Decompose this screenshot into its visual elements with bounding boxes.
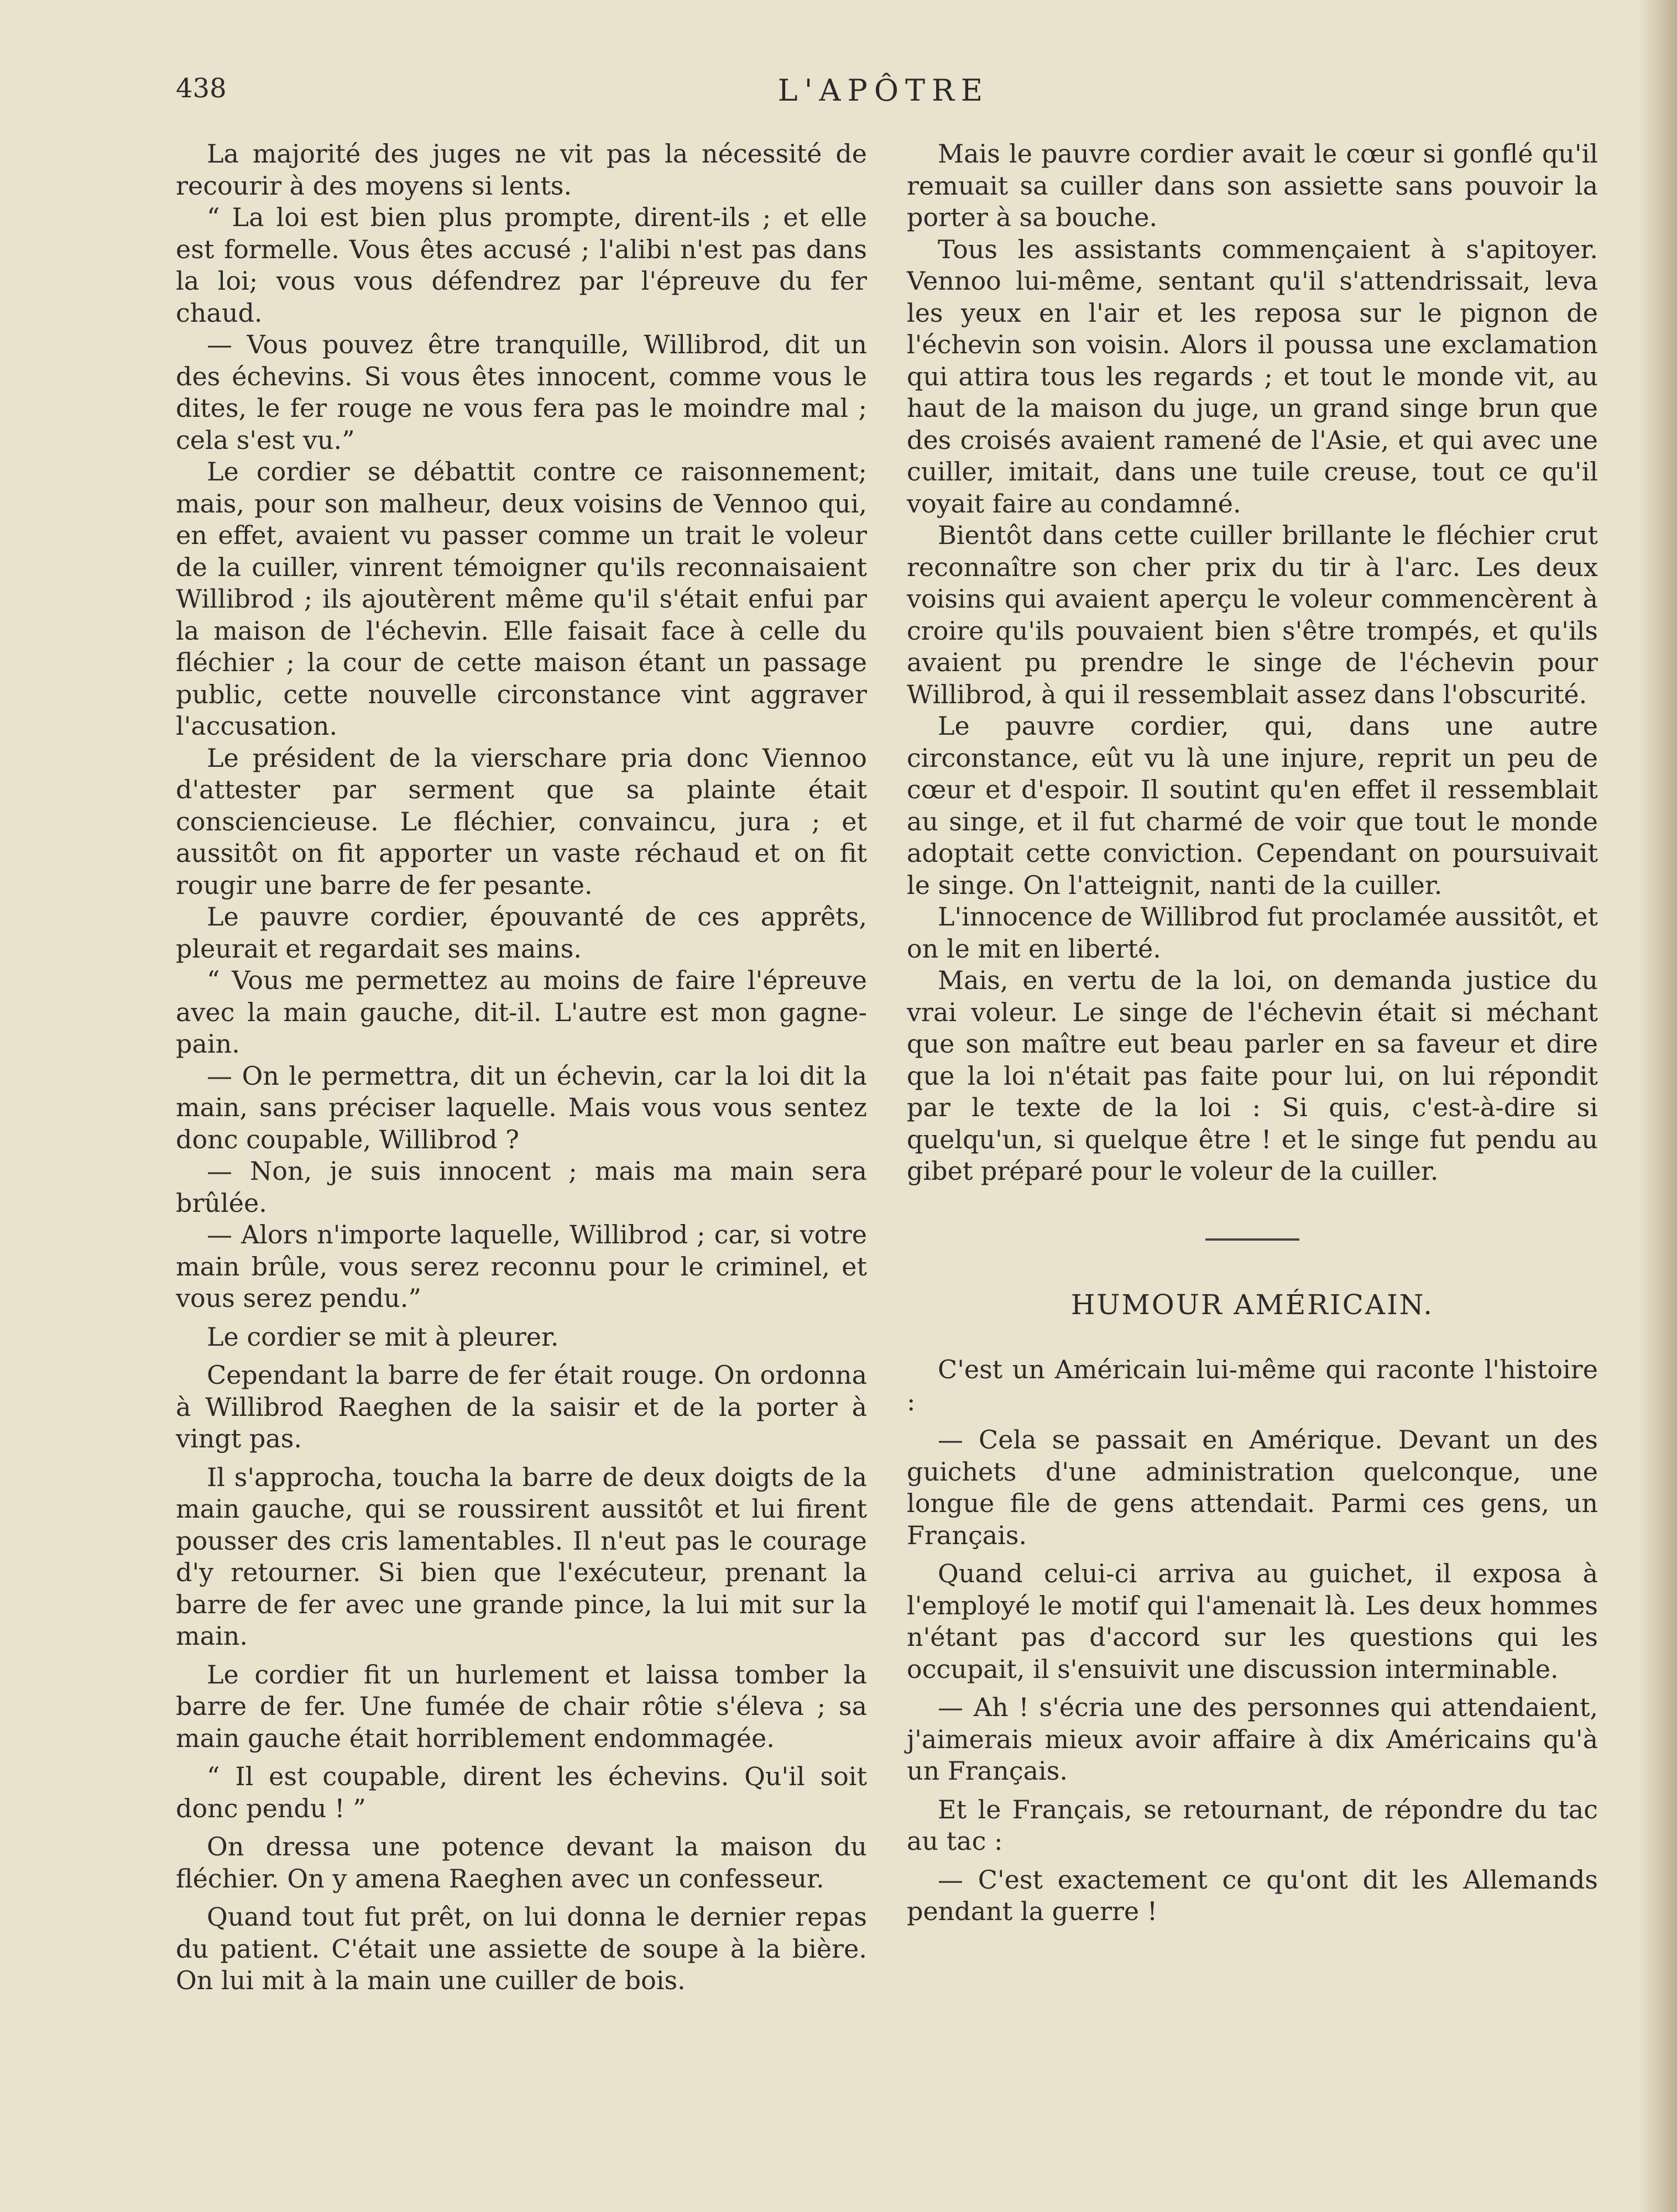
paragraph: — Ah ! s'écria une des personnes qui attendaient, j'aimerais mieux avoir affaire à dix Américains qu'à un Français. bbox=[907, 1692, 1598, 1786]
paragraph: Quand tout fut prêt, on lui donna le dernier repas du patient. C'était une assiette de soupe à la bière. On lui mit à la main une cuiller de bois. bbox=[176, 1902, 867, 1995]
paragraph: La majorité des juges ne vit pas la nécessité de recourir à des moyens si lents. bbox=[176, 139, 867, 201]
paragraph: Le pauvre cordier, qui, dans une autre circonstance, eût vu là une injure, reprit un peu de cœur et d'espoir. Il soutint qu'en effet il ressemblait au singe, et il fut charmé de voir que tout le monde adoptait cette conviction. Cependant on poursuivait le singe. On l'atteignit, nanti de la cuiller. bbox=[907, 711, 1598, 900]
paragraph: “ Il est coupable, dirent les échevins. Qu'il soit donc pendu ! ” bbox=[176, 1761, 867, 1823]
paragraph: “ La loi est bien plus prompte, dirent-ils ; et elle est formelle. Vous êtes accusé ; l'alibi n'est pas dans la loi; vous vous défendrez par l'épreuve du fer chaud. bbox=[176, 202, 867, 328]
paragraph: Et le Français, se retournant, de répondre du tac au tac : bbox=[907, 1794, 1598, 1856]
paragraph: Tous les assistants commençaient à s'apitoyer. Vennoo lui-même, sentant qu'il s'attendrissait, leva les yeux en l'air et les reposa sur le pignon de l'échevin son voisin. Alors il poussa une exclamation qui attira tous les regards ; et tout le monde vit, au haut de la maison du juge, un grand singe brun que des croisés avaient ramené de l'Asie, et qui avec une cuiller, imitait, dans une tuile creuse, tout ce qu'il voyait faire au condamné. bbox=[907, 234, 1598, 519]
paragraph: Cependant la barre de fer était rouge. On ordonna à Willibrod Raeghen de la saisir et de la porter à vingt pas. bbox=[176, 1360, 867, 1453]
paragraph: C'est un Américain lui-même qui raconte l'histoire : bbox=[907, 1355, 1598, 1416]
right-column bbox=[907, 138, 1598, 1928]
paragraph: Mais, en vertu de la loi, on demanda justice du vrai voleur. Le singe de l'échevin était si méchant que son maître eut beau parler en sa faveur et dire que la loi n'était pas faite pour lui, on lui répondit par le texte de la loi : Si quis, c'est-à-dire si quelqu'un, si quelque être ! et le singe fut pendu au gibet préparé pour le voleur de la cuiller. bbox=[907, 965, 1598, 1186]
section-title: HUMOUR AMÉRICAIN. bbox=[1070, 1288, 1434, 1321]
running-title: L'APÔTRE bbox=[777, 73, 990, 108]
paragraph: L'innocence de Willibrod fut proclamée aussitôt, et on le mit en liberté. bbox=[907, 902, 1598, 964]
section-divider bbox=[1205, 1238, 1299, 1241]
paragraph: Le président de la vierschare pria donc Viennoo d'attester par serment que sa plainte était consciencieuse. Le fléchier, convaincu, jura ; et aussitôt on fit apporter un vaste réchaud et on fit rougir une barre de fer pesante. bbox=[176, 742, 867, 900]
paragraph: Il s'approcha, toucha la barre de deux doigts de la main gauche, qui se roussirent aussitôt et lui firent pousser des cris lamentables. Il n'eut pas le courage d'y retourner. Si bien que l'exécuteur, prenant la barre de fer avec une grande pince, la lui mit sur la main. bbox=[176, 1462, 867, 1651]
paragraph: — C'est exactement ce qu'ont dit les Allemands pendant la guerre ! bbox=[907, 1864, 1598, 1926]
paragraph: — Cela se passait en Amérique. Devant un des guichets d'une administration quelconque, une longue file de gens attendait. Parmi ces gens, un Français. bbox=[907, 1425, 1598, 1550]
left-column bbox=[176, 138, 867, 1997]
paragraph: Le cordier se débattit contre ce raisonnement; mais, pour son malheur, deux voisins de Vennoo qui, en effet, avaient vu passer comme un trait le voleur de la cuiller, vinrent témoigner qu'ils reconnaisaient Willibrod ; ils ajoutèrent même qu'il s'était enfui par la maison de l'échevin. Elle faisait face à celle du fléchier ; la cour de cette maison étant un passage public, cette nouvelle circonstance vint aggraver l'accusation. bbox=[176, 457, 867, 741]
paragraph: Quand celui-ci arriva au guichet, il exposa à l'employé le motif qui l'amenait là. Les deux hommes n'étant pas d'accord sur les questions qui les occupait, il s'ensuivit une discussion interminable. bbox=[907, 1559, 1598, 1684]
page-header bbox=[176, 73, 1591, 117]
paragraph: — Alors n'importe laquelle, Willibrod ; car, si votre main brûle, vous serez reconnu pour le criminel, et vous serez pendu.” bbox=[176, 1220, 867, 1313]
paragraph: — Non, je suis innocent ; mais ma main sera brûlée. bbox=[176, 1156, 867, 1218]
paragraph: Le cordier se mit à pleurer. bbox=[207, 1321, 559, 1352]
paragraph: “ Vous me permettez au moins de faire l'épreuve avec la main gauche, dit-il. L'autre est mon gagne-pain. bbox=[176, 965, 867, 1059]
page-edge-shadow bbox=[1638, 0, 1677, 2212]
paragraph: Mais le pauvre cordier avait le cœur si gonflé qu'il remuait sa cuiller dans son assiette sans pouvoir la porter à sa bouche. bbox=[907, 139, 1598, 232]
paragraph: Bientôt dans cette cuiller brillante le fléchier crut reconnaître son cher prix du tir à l'arc. Les deux voisins qui avaient aperçu le voleur commencèrent à croire qu'ils pouvaient bien s'être trompés, et qu'ils avaient pu prendre le singe de l'échevin pour Willibrod, à qui il ressemblait assez dans l'obscurité. bbox=[907, 520, 1598, 709]
paragraph: On dressa une potence devant la maison du fléchier. On y amena Raeghen avec un confesseur. bbox=[176, 1832, 867, 1894]
paragraph: — On le permettra, dit un échevin, car la loi dit la main, sans préciser laquelle. Mais vous vous sentez donc coupable, Willibrod ? bbox=[176, 1060, 867, 1154]
paragraph: Le pauvre cordier, épouvanté de ces apprêts, pleurait et regardait ses mains. bbox=[176, 902, 867, 964]
paragraph: — Vous pouvez être tranquille, Willibrod, dit un des échevins. Si vous êtes innocent, comme vous le dites, le fer rouge ne vous fera pas le moindre mal ; cela s'est vu.” bbox=[176, 330, 867, 455]
paragraph: Le cordier fit un hurlement et laissa tomber la barre de fer. Une fumée de chair rôtie s'éleva ; sa main gauche était horriblement endommagée. bbox=[176, 1659, 867, 1753]
page-number: 438 bbox=[176, 73, 227, 104]
